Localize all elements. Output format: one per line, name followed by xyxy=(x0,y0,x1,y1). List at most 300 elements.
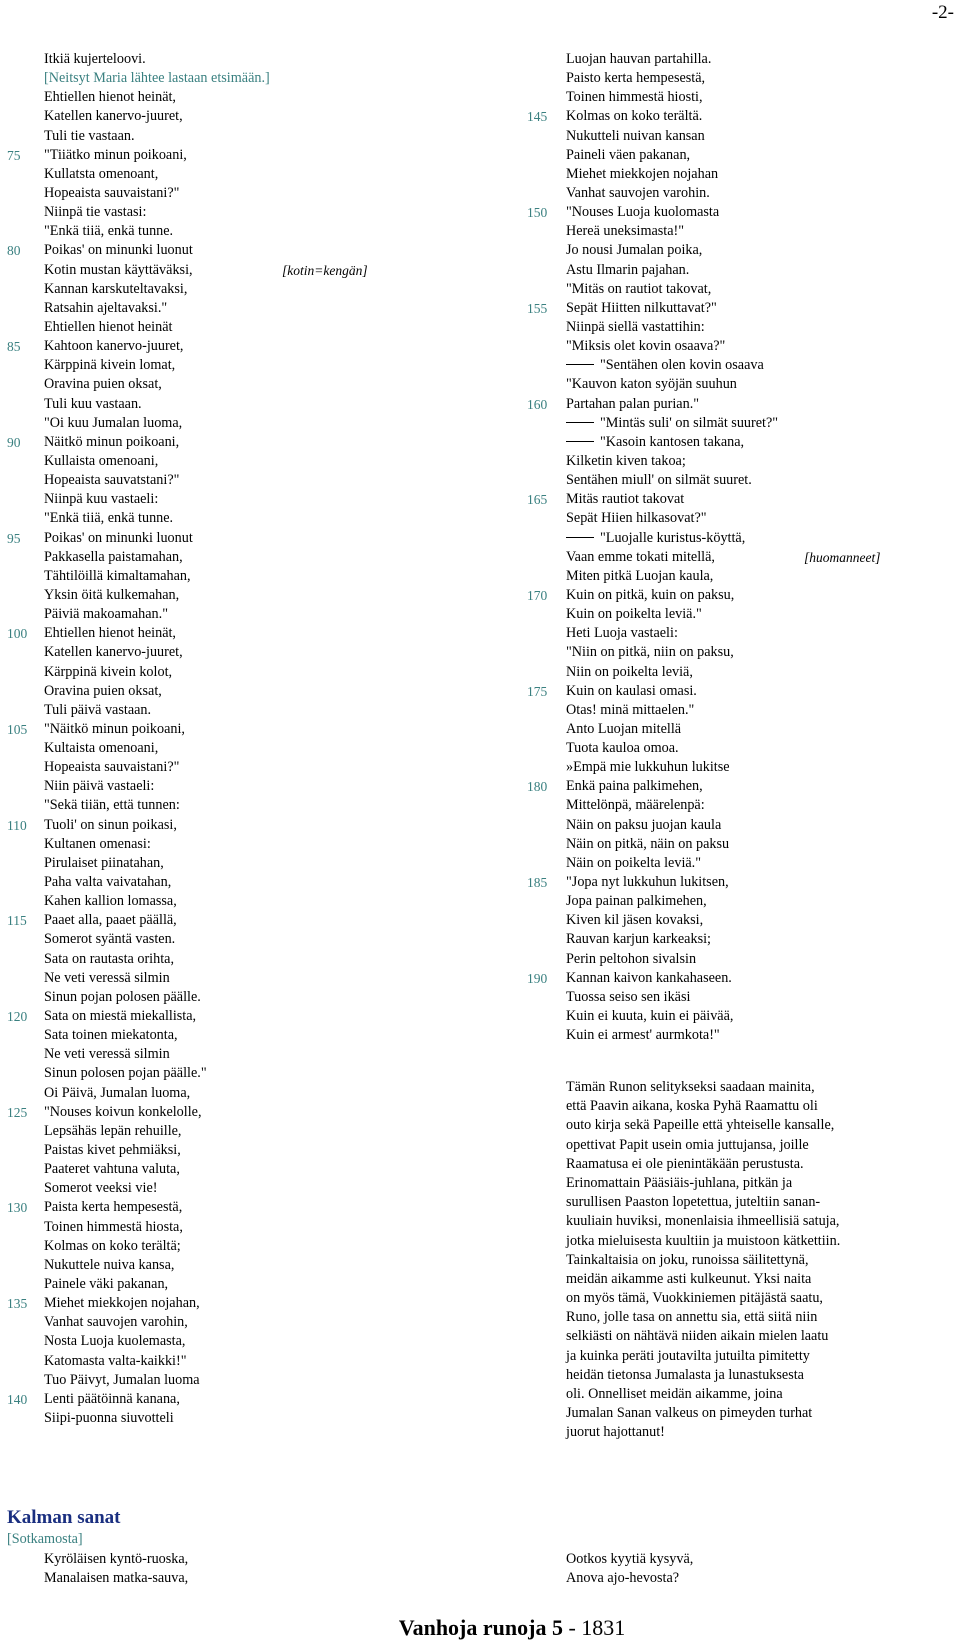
line-text-content: Pakkasella paistamahan, xyxy=(44,548,183,565)
line-text xyxy=(566,1007,733,1026)
poem-line xyxy=(522,299,960,318)
line-text-content: Somerot veeksi vie! xyxy=(44,1180,158,1197)
line-text xyxy=(44,1084,190,1103)
poem-line xyxy=(0,165,500,184)
kalman-right-lines xyxy=(566,1550,693,1588)
line-text xyxy=(566,1026,720,1045)
line-text xyxy=(566,911,703,930)
poem-line xyxy=(522,605,960,624)
line-text-content: "Tiiätko minun poikoani, xyxy=(44,146,187,163)
poem-line xyxy=(0,663,500,682)
line-text-content: "Jopa nyt lukkuhun lukitsen, xyxy=(566,874,729,891)
line-text xyxy=(44,299,167,318)
line-text xyxy=(566,950,696,969)
poem-right-column xyxy=(522,50,960,1045)
line-text xyxy=(566,567,713,586)
prose-line: juorut hajottanut! xyxy=(566,1424,665,1441)
line-text-content: Kolmas on koko terältä. xyxy=(566,108,703,125)
line-text-content: Kärppinä kivein lomat, xyxy=(44,357,176,374)
poem-line xyxy=(0,337,500,356)
poem-line xyxy=(0,509,500,528)
line-text-content: Paista kerta hempesestä, xyxy=(44,1199,183,1216)
line-text xyxy=(566,969,732,988)
line-text xyxy=(44,1313,188,1332)
poem-line xyxy=(0,911,500,930)
line-number: 105 xyxy=(7,721,28,737)
line-text-content: Hopeaista sauvaistani?" xyxy=(44,184,180,201)
poem-line xyxy=(522,969,960,988)
line-text-content: Nukuttele nuiva kansa, xyxy=(44,1256,175,1273)
line-text xyxy=(44,892,177,911)
poem-line xyxy=(522,1026,960,1045)
line-number: 185 xyxy=(527,875,548,891)
poem-line xyxy=(0,127,500,146)
line-number: 160 xyxy=(527,396,548,412)
line-text xyxy=(44,127,135,146)
line-text-content: Sepät Hiien hilkasovat?" xyxy=(566,510,707,527)
line-text-content: Itkiä kujerteloovi. xyxy=(44,51,146,67)
line-text xyxy=(44,796,180,815)
line-text-content: Sinun polosen pojan päälle." xyxy=(44,1065,207,1082)
line-text-content: Niin on poikelta leviä, xyxy=(566,663,693,680)
line-text-content: Paineli väen pakanan, xyxy=(566,146,691,163)
line-text xyxy=(44,1122,181,1141)
poem-line xyxy=(0,758,500,777)
line-text xyxy=(44,605,168,624)
line-text-content: Jo nousi Jumalan poika, xyxy=(566,242,703,259)
line-text xyxy=(44,1332,185,1351)
poem-line xyxy=(522,758,960,777)
line-text-content: Tuli kuu vastaan. xyxy=(44,395,142,412)
line-text-content: Kullaista omenoani, xyxy=(44,452,159,469)
line-text-content: Tuli päivä vastaan. xyxy=(44,701,152,718)
line-text xyxy=(566,720,681,739)
poem-line xyxy=(522,337,960,356)
footer-title: Vanhoja runoja 5 xyxy=(398,1615,563,1640)
line-text xyxy=(566,69,705,88)
line-text-content: Sentähen miull' on silmät suuret. xyxy=(566,472,752,489)
line-text-content: Paha valta vaivatahan, xyxy=(44,874,172,891)
poem-line xyxy=(0,107,500,126)
line-text-content: Kuin ei armest' aurmkota!" xyxy=(566,1027,720,1044)
poem-line xyxy=(0,682,500,701)
line-text xyxy=(44,720,185,739)
poem-line xyxy=(0,241,500,260)
poem-line xyxy=(0,433,500,452)
line-text-content: "Mitäs on rautiot takovat, xyxy=(566,280,712,297)
poem-line xyxy=(522,835,960,854)
line-text xyxy=(566,988,690,1007)
poem-line xyxy=(522,88,960,107)
line-text-content: Katellen kanervo-juuret, xyxy=(44,644,183,661)
line-text xyxy=(44,1160,180,1179)
line-text-content: Vanhat sauvojen varohin. xyxy=(566,184,710,201)
poem-line xyxy=(522,701,960,720)
line-text-content: "Luojalle kuristus-köyttä, xyxy=(600,529,746,546)
line-text xyxy=(44,911,177,930)
line-text-content: Lepsähäs lepän rehuille, xyxy=(44,1122,182,1139)
line-text-content: Paateret vahtuna valuta, xyxy=(44,1161,180,1178)
line-text-content: "Sentähen olen kovin osaava xyxy=(600,357,764,374)
line-text xyxy=(44,1409,174,1428)
line-text-content: Kahen kallion lomassa, xyxy=(44,893,177,910)
line-text xyxy=(44,701,151,720)
line-text-content: Paisto kerta hempesestä, xyxy=(566,70,706,87)
section-source: [Sotkamosta] xyxy=(7,1531,83,1547)
line-text xyxy=(566,88,703,107)
line-text xyxy=(566,777,703,796)
page-footer xyxy=(0,1615,960,1641)
line-text xyxy=(566,490,684,509)
prose-line: että Paavin aikana, koska Pyhä Raamattu oli xyxy=(566,1098,818,1115)
poem-line xyxy=(0,375,500,394)
line-text-content: Kolmas on koko terältä; xyxy=(44,1237,181,1254)
line-text xyxy=(566,261,689,280)
line-text xyxy=(566,758,730,777)
poem-line xyxy=(522,911,960,930)
poem-line xyxy=(522,184,960,203)
poem-line xyxy=(522,529,960,548)
poem-line xyxy=(522,739,960,758)
line-text xyxy=(566,280,711,299)
poem-line xyxy=(0,1256,500,1275)
poem-line xyxy=(0,1237,500,1256)
line-text-content: Nukutteli nuivan kansan xyxy=(566,127,705,144)
line-text-content: Sinun pojan polosen päälle. xyxy=(44,988,201,1005)
poem-line xyxy=(0,1179,500,1198)
line-text-content: Astu Ilmarin pajahan. xyxy=(566,261,690,278)
line-number: 125 xyxy=(7,1104,28,1120)
poem-line xyxy=(522,203,960,222)
line-text-content: Katomasta valta-kaikki!" xyxy=(44,1352,187,1369)
line-text xyxy=(566,548,715,567)
prose-line: surullisen Paaston lopetettua, juteltiin sanan- xyxy=(566,1194,821,1211)
line-text xyxy=(566,854,701,873)
poem-line xyxy=(522,50,960,69)
poem-line xyxy=(0,1045,500,1064)
prose-line: kuuliain huviksi, monenlaisia ihmeellisiä satuja, xyxy=(566,1213,840,1230)
line-text xyxy=(44,50,146,69)
poem-line xyxy=(0,605,500,624)
poem-line xyxy=(522,643,960,662)
line-text xyxy=(566,835,729,854)
line-text-content: [Neitsyt Maria lähtee lastaan etsimään.] xyxy=(44,70,270,87)
line-text-content: Katellen kanervo-juuret, xyxy=(44,108,183,125)
line-text-content: Sata toinen miekatonta, xyxy=(44,1027,178,1044)
poem-line xyxy=(0,969,500,988)
poem-line xyxy=(522,318,960,337)
line-text-content: Hopeaista sauvatstani?" xyxy=(44,472,180,489)
line-number: 95 xyxy=(7,530,21,546)
poem-line xyxy=(522,452,960,471)
line-text xyxy=(44,69,270,88)
line-text xyxy=(44,1352,187,1371)
poem-line xyxy=(522,222,960,241)
poem-line xyxy=(0,892,500,911)
prose-line: Tainkaltaisia on joku, runoissa säilitettynä, xyxy=(566,1251,809,1268)
line-text-content: Näin on pitkä, näin on paksu xyxy=(566,835,730,852)
line-text xyxy=(44,471,179,490)
line-text-content: "Nouses koivun konkelolle, xyxy=(44,1103,202,1120)
line-text xyxy=(44,490,158,509)
line-text xyxy=(44,529,193,548)
line-text xyxy=(44,873,171,892)
line-text xyxy=(566,701,694,720)
line-text-content: Niin päivä vastaeli: xyxy=(44,778,155,795)
line-text xyxy=(44,663,172,682)
poem-line xyxy=(0,1371,500,1390)
poem-line xyxy=(522,127,960,146)
poem-line xyxy=(0,490,500,509)
line-number: 175 xyxy=(527,683,548,699)
prose-line: Runo, jolle tasa on annettu sia, että siitä niin xyxy=(566,1309,818,1326)
line-text xyxy=(44,758,179,777)
line-text xyxy=(44,241,193,260)
poem-line xyxy=(522,682,960,701)
line-text xyxy=(44,1141,181,1160)
line-text xyxy=(44,548,183,567)
line-text xyxy=(44,261,193,280)
poem-line xyxy=(522,356,960,375)
line-text-content: Niinpä siellä vastattihin: xyxy=(566,318,705,335)
line-text-content: Päiviä makoamahan." xyxy=(44,606,168,623)
poem-line xyxy=(522,892,960,911)
line-text-content: "Kasoin kantosen takana, xyxy=(600,433,745,450)
line-text xyxy=(44,356,175,375)
line-text-content: Kullatsta omenoant, xyxy=(44,165,159,182)
line-text-content: Kuin on kaulasi omasi. xyxy=(566,682,697,699)
line-text-content: Sata on miestä miekallista, xyxy=(44,1008,197,1025)
line-text xyxy=(566,682,697,701)
line-text-content: "Enkä tiiä, enkä tunne. xyxy=(44,510,174,527)
poem-line xyxy=(522,69,960,88)
poem-line xyxy=(0,1026,500,1045)
line-text xyxy=(566,452,686,471)
line-text-content: Toinen himmestä hiosti, xyxy=(566,89,703,106)
poem-line xyxy=(522,1007,960,1026)
line-text xyxy=(566,107,702,126)
line-text-content: Kärppinä kivein kolot, xyxy=(44,663,173,680)
line-text-content: Yksin öitä kulkemahan, xyxy=(44,586,180,603)
line-text-content: Ne veti veressä silmin xyxy=(44,969,170,986)
poem-line xyxy=(0,146,500,165)
line-text xyxy=(44,777,154,796)
line-text xyxy=(44,452,158,471)
line-text xyxy=(44,854,164,873)
line-text xyxy=(44,1103,202,1122)
poem-line xyxy=(0,1064,500,1083)
poem-line xyxy=(522,414,960,433)
line-text xyxy=(44,1045,170,1064)
line-text xyxy=(566,586,734,605)
line-text-content: Jopa painan palkimehen, xyxy=(566,893,707,910)
poem-line xyxy=(0,280,500,299)
poem-line xyxy=(522,548,960,567)
line-text xyxy=(44,586,179,605)
commentary-paragraph xyxy=(566,1078,886,1443)
line-text-content: Kilketin kiven takoa; xyxy=(566,452,686,469)
line-text-content: Poikas' on minunki luonut xyxy=(44,529,193,546)
line-text-content: Luojan hauvan partahilla. xyxy=(566,51,712,67)
poem-line xyxy=(522,567,960,586)
line-text-content: "Näitkö minun poikoani, xyxy=(44,720,185,737)
poem-line xyxy=(0,1103,500,1122)
line-text-content: Oravina puien oksat, xyxy=(44,376,162,393)
line-text-content: Paistas kivet pehmiäksi, xyxy=(44,1142,181,1159)
poem-line xyxy=(0,1218,500,1237)
line-text xyxy=(44,1275,168,1294)
line-text xyxy=(566,643,734,662)
line-text xyxy=(44,318,172,337)
poem-line xyxy=(0,184,500,203)
line-text xyxy=(44,1007,196,1026)
line-text-content: Lenti päätöinnä kanana, xyxy=(44,1390,180,1407)
line-text xyxy=(44,222,173,241)
line-text xyxy=(44,337,183,356)
line-text xyxy=(566,816,721,835)
line-text-content: Kannan karskuteltavaksi, xyxy=(44,280,188,297)
poem-line xyxy=(522,395,960,414)
line-text-content: "Miksis olet kovin osaava?" xyxy=(566,338,726,355)
line-text xyxy=(44,643,183,662)
line-number: 150 xyxy=(527,205,548,221)
poem-line: Kyröläisen kyntö-ruoska, xyxy=(44,1551,189,1567)
line-text xyxy=(44,1371,200,1390)
line-text-content: Ne veti veressä silmin xyxy=(44,1046,170,1063)
poem-line xyxy=(0,1007,500,1026)
line-number: 170 xyxy=(527,587,548,603)
line-text-content: Sepät Hiitten nilkuttavat?" xyxy=(566,299,717,316)
line-text xyxy=(566,375,737,394)
prose-line: selkiästi on nähtävä niiden aikain mielen laatu xyxy=(566,1328,829,1345)
line-text-content: Niinpä kuu vastaeli: xyxy=(44,491,159,508)
line-text-content: Näitkö minun poikoani, xyxy=(44,433,180,450)
line-text-content: Tuossa seiso sen ikäsi xyxy=(566,988,691,1005)
em-dash-rule xyxy=(566,422,594,423)
poem-line xyxy=(0,873,500,892)
kalman-left-lines xyxy=(44,1550,188,1588)
poem-line xyxy=(0,835,500,854)
poem-line xyxy=(522,490,960,509)
em-dash-rule xyxy=(566,441,594,442)
line-text xyxy=(566,796,705,815)
line-text-content: Näin on poikelta leviä." xyxy=(566,854,702,871)
line-number: 145 xyxy=(527,109,548,125)
poem-line xyxy=(0,586,500,605)
line-text-content: Ehtiellen hienot heinät, xyxy=(44,625,176,642)
poem-line xyxy=(522,165,960,184)
line-number: 155 xyxy=(527,300,548,316)
poem-line xyxy=(0,930,500,949)
line-number: 85 xyxy=(7,339,21,355)
line-text xyxy=(566,873,729,892)
poem-line xyxy=(0,88,500,107)
line-text-content: Kultanen omenasi: xyxy=(44,835,151,852)
poem-left-column xyxy=(0,50,500,1428)
poem-line xyxy=(522,663,960,682)
line-text xyxy=(44,280,187,299)
poem-line xyxy=(0,720,500,739)
poem-line xyxy=(0,1332,500,1351)
line-text xyxy=(566,624,678,643)
prose-line: Tämän Runon selitykseksi saadaan mainita, xyxy=(566,1079,815,1095)
line-text xyxy=(44,107,183,126)
poem-line xyxy=(522,796,960,815)
line-text xyxy=(44,184,179,203)
line-text-content: Mittelönpä, määrelenpä: xyxy=(566,797,705,814)
prose-line: Erinomattain Pääsiäis-juhlana, pitkän ja xyxy=(566,1174,793,1191)
line-text xyxy=(566,471,752,490)
line-text xyxy=(44,1390,180,1409)
page-number: -2- xyxy=(931,2,954,23)
poem-line xyxy=(0,395,500,414)
line-text-content: Oravina puien oksat, xyxy=(44,682,162,699)
line-text-content: Niinpä tie vastasi: xyxy=(44,204,147,221)
line-text-content: Paaet alla, paaet päällä, xyxy=(44,912,177,929)
poem-line xyxy=(0,548,500,567)
poem-line xyxy=(0,950,500,969)
line-text xyxy=(44,1218,183,1237)
poem-line xyxy=(522,433,960,452)
line-text xyxy=(566,184,710,203)
line-text xyxy=(566,356,764,375)
line-text-content: "Enkä tiiä, enkä tunne. xyxy=(44,223,174,240)
poem-line xyxy=(0,624,500,643)
editorial-note: [kotin=kengän] xyxy=(282,262,368,278)
poem-line xyxy=(0,1084,500,1103)
line-number: 90 xyxy=(7,434,21,450)
line-text xyxy=(566,318,705,337)
line-text-content: Partahan palan purian." xyxy=(566,395,700,412)
line-text-content: Nosta Luoja kuolemasta, xyxy=(44,1333,186,1350)
line-text xyxy=(566,299,717,318)
line-text xyxy=(44,567,191,586)
line-text xyxy=(566,663,693,682)
line-text xyxy=(44,930,175,949)
line-text xyxy=(44,375,162,394)
line-text-content: Heti Luoja vastaeli: xyxy=(566,625,678,642)
poem-line xyxy=(522,471,960,490)
line-text xyxy=(566,50,711,69)
poem-line xyxy=(0,50,500,69)
line-number: 180 xyxy=(527,779,548,795)
line-text xyxy=(566,146,690,165)
line-number: 190 xyxy=(527,970,548,986)
poem-line xyxy=(0,1122,500,1141)
em-dash-rule xyxy=(566,537,594,538)
line-text xyxy=(566,414,778,433)
line-text-content: Rauvan karjun karkeaksi; xyxy=(566,931,711,948)
line-text-content: »Empä mie lukkuhun lukitse xyxy=(566,759,730,776)
line-text-content: Painele väki pakanan, xyxy=(44,1276,169,1292)
poem-line xyxy=(522,241,960,260)
line-text-content: Hereä uneksimasta!" xyxy=(566,223,685,240)
line-text-content: Kuin on pitkä, kuin on paksu, xyxy=(566,586,735,603)
poem-line xyxy=(0,1352,500,1371)
line-text-content: Näin on paksu juojan kaula xyxy=(566,816,722,833)
line-text xyxy=(566,509,707,528)
line-text-content: Kahtoon kanervo-juuret, xyxy=(44,338,184,355)
line-text-content: Miehet miekkojen nojahan xyxy=(566,165,719,182)
line-text-content: Pirulaiset piinatahan, xyxy=(44,854,164,871)
line-text xyxy=(44,1064,207,1083)
line-text-content: Tuo Päivyt, Jumalan luoma xyxy=(44,1371,200,1388)
prose-line: ja kuinka peräti joutavilta jutuilta pimitetty xyxy=(566,1347,810,1364)
poem-line xyxy=(522,624,960,643)
line-text-content: Vanhat sauvojen varohin, xyxy=(44,1314,188,1331)
line-text-content: Kannan kaivon kankahaseen. xyxy=(566,969,732,986)
poem-line xyxy=(0,356,500,375)
